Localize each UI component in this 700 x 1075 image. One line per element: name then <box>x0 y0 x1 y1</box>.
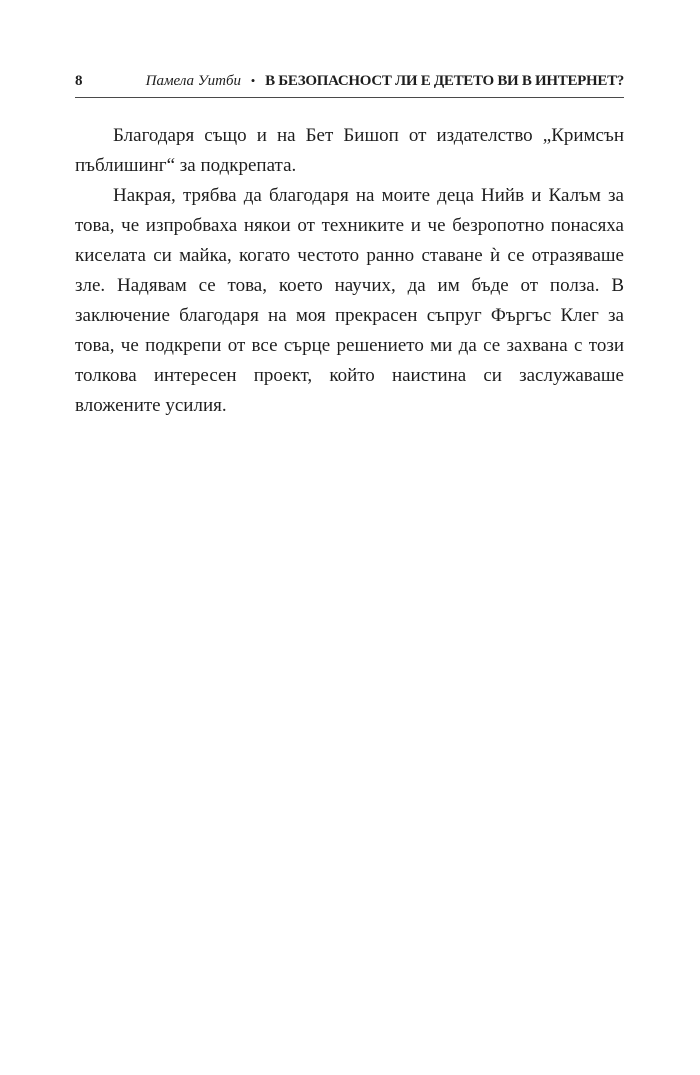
header-right <box>146 71 624 91</box>
running-header <box>75 71 624 91</box>
paragraph: Благодаря също и на Бет Бишоп от издателство „Кримсън пъблишинг“ за подкрепата. <box>75 125 624 176</box>
body-text <box>75 121 624 421</box>
header-rule <box>75 97 624 98</box>
paragraph: Накрая, трябва да благодаря на моите деца Нийв и Калъм за това, че изпробваха някои от техниките и че безропотно понасяха киселата си майка, когато честото ранно ставане ѝ се отразяваше зле. Надявам се това, което научих, да им бъде от полза. В заключение благодаря на моя прекрасен съпруг Фъргъс Клег за това, че подкрепи от все сърце решението ми да се захвана с този толкова интересен проект, който наистина си заслужаваше вложените усилия. <box>75 185 624 416</box>
header-author: Памела Уитби <box>145 73 242 89</box>
page-number: 8 <box>75 73 83 89</box>
header-book-title: В БЕЗОПАСНОСТ ЛИ Е ДЕТЕТО ВИ В ИНТЕРНЕТ? <box>265 73 624 89</box>
header-separator-bullet: • <box>250 73 256 88</box>
